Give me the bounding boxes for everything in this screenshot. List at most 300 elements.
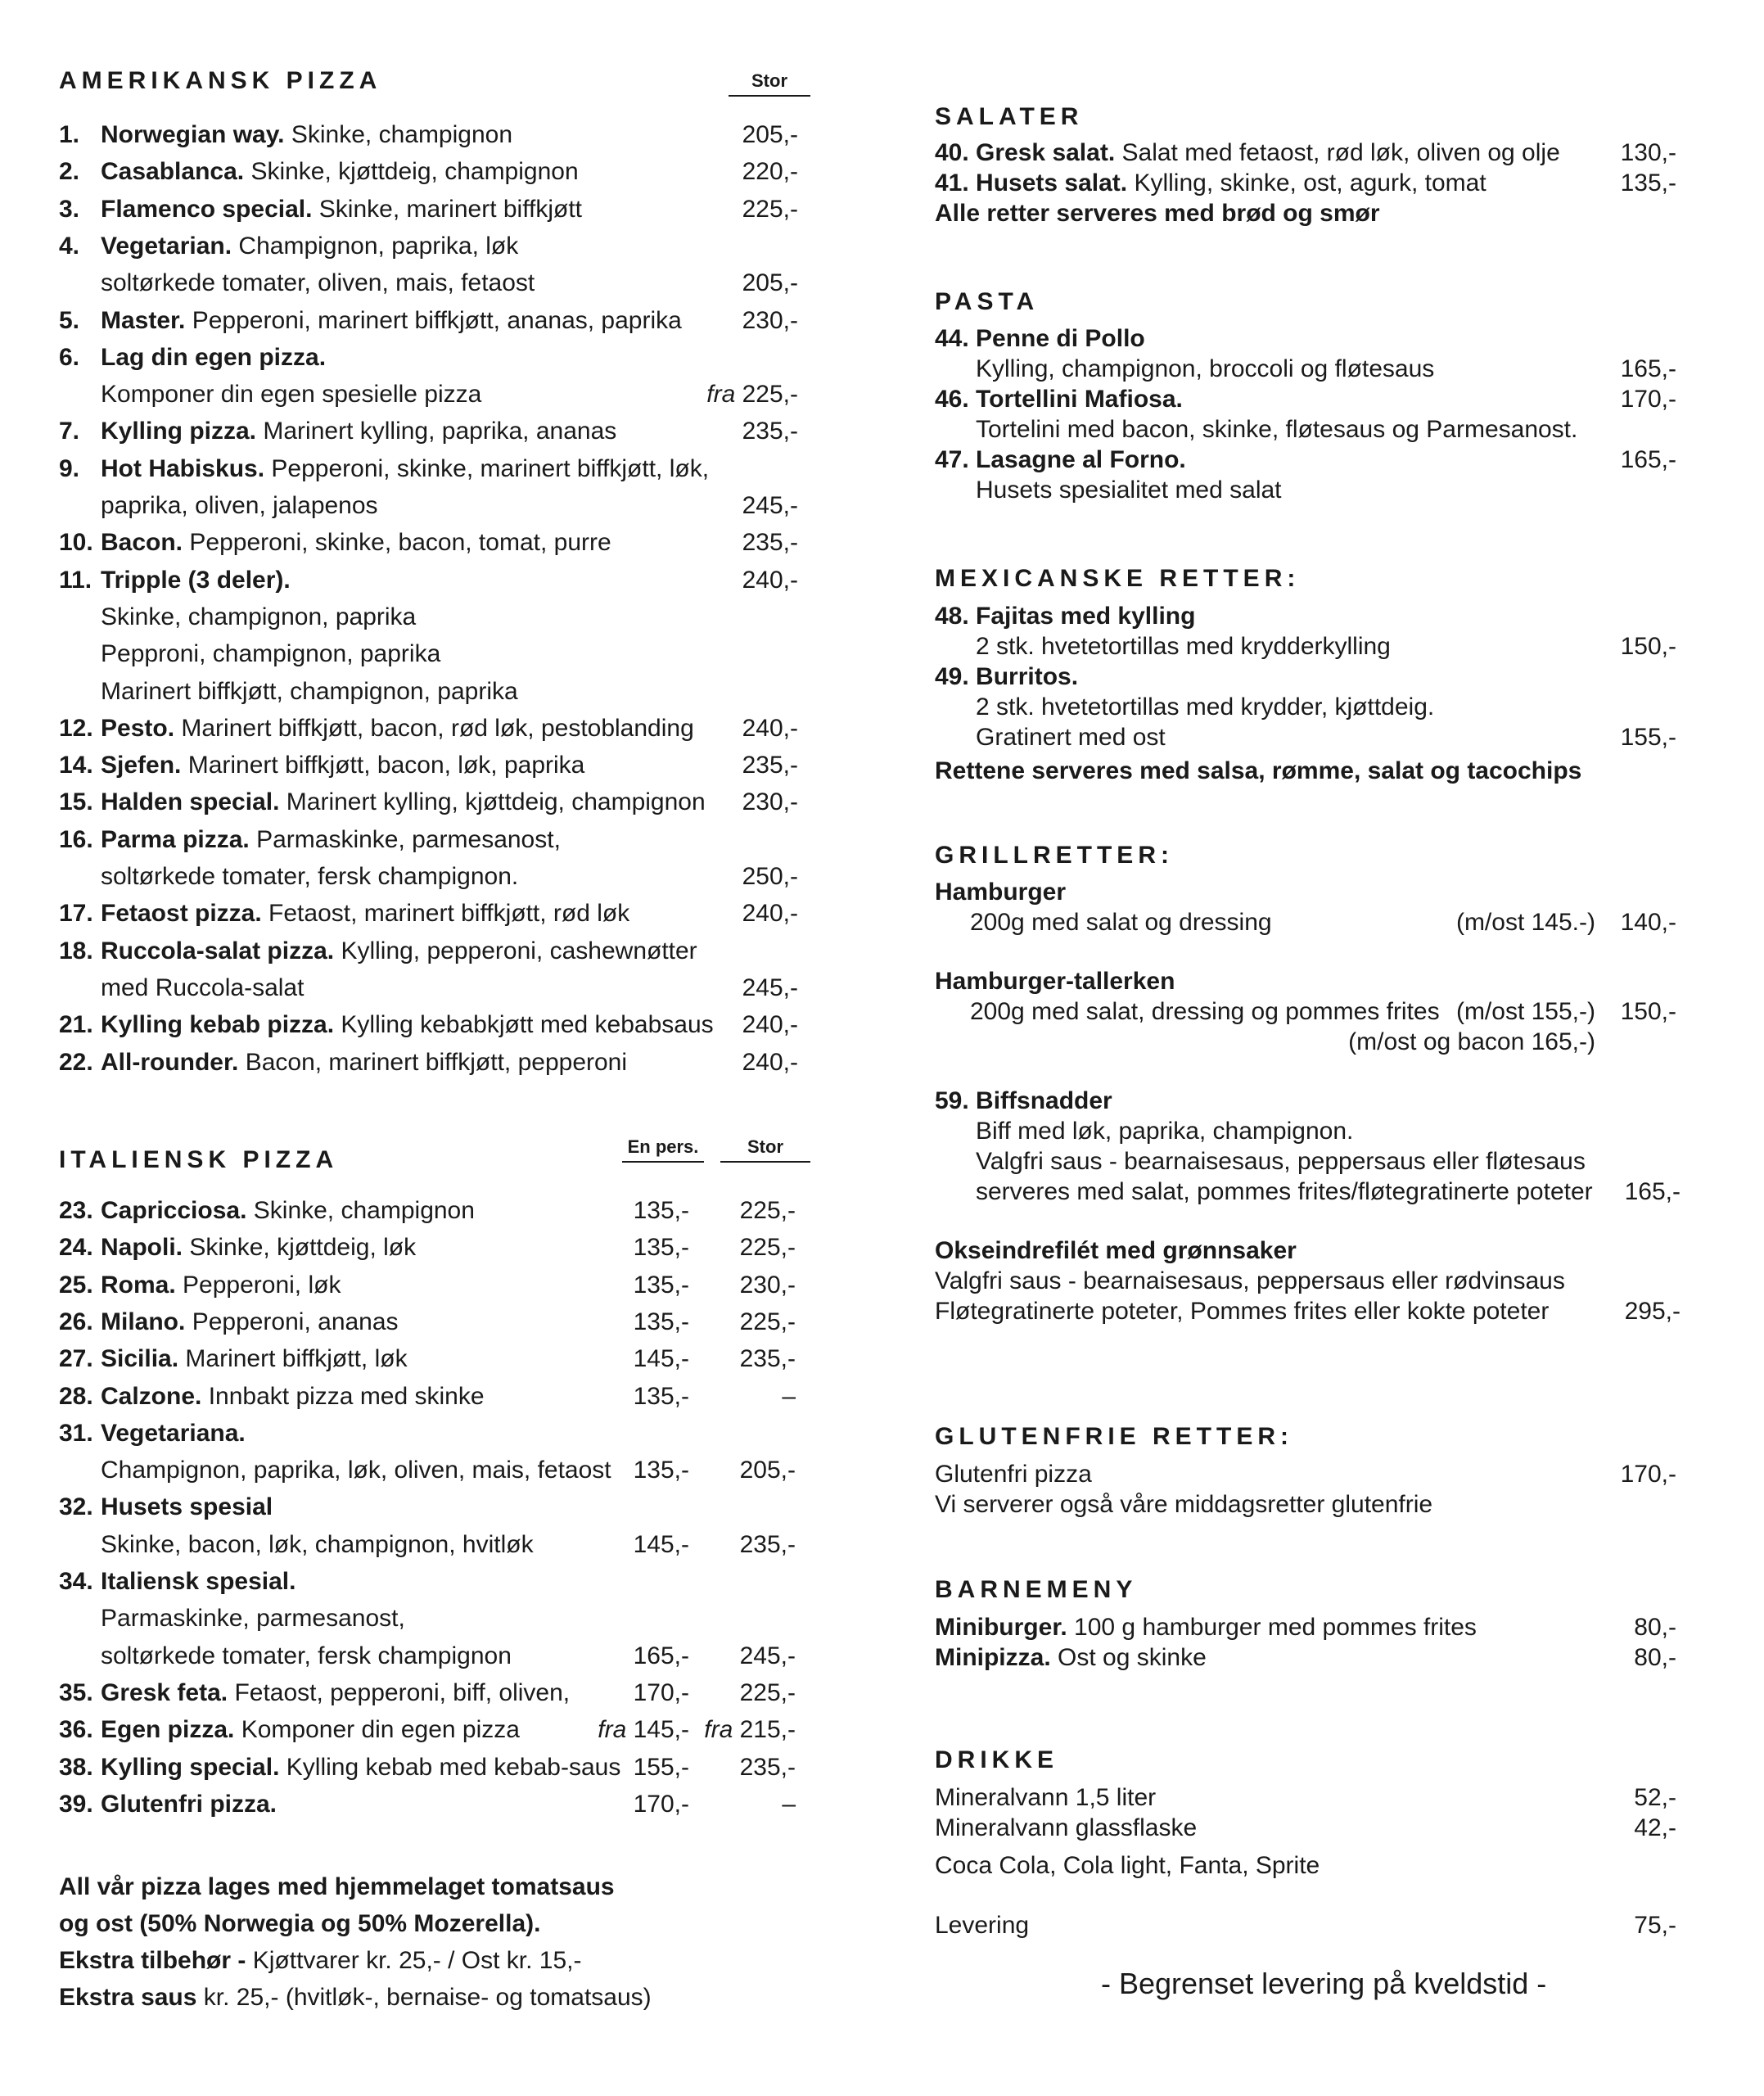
price-value: 240,- xyxy=(742,715,798,742)
american-pizza-desc: Marinert kylling, kjøttdeig, champignon xyxy=(286,788,706,815)
american-pizza-title: AMERIKANSK PIZZA xyxy=(59,67,382,94)
price-value: 240,- xyxy=(742,900,798,927)
italian-pizza-desc: Innbakt pizza med skinke xyxy=(208,1383,485,1410)
grill-biffsnadder-price: 165,- xyxy=(1624,1178,1681,1205)
american-pizza-text xyxy=(101,269,535,297)
american-pizza-desc: Skinke, champignon xyxy=(291,121,513,148)
american-pizza-price xyxy=(742,121,798,149)
american-pizza-desc: Skinke, marinert biffkjøtt xyxy=(318,196,583,223)
grill-biffsnadder-desc2: Valgfri saus - bearnaisesaus, peppersaus eller fløtesaus xyxy=(976,1148,1586,1175)
american-pizza-desc: paprika, oliven, jalapenos xyxy=(101,492,378,519)
drikke-item-1-price: 52,- xyxy=(1634,1784,1676,1811)
grill-okse-desc1: Valgfri saus - bearnaisesaus, peppersaus eller rødvinsaus xyxy=(935,1267,1565,1294)
american-pizza-price xyxy=(742,567,798,594)
italian-pizza-text xyxy=(101,1420,246,1448)
american-pizza-text xyxy=(101,121,512,149)
american-pizza-name: Sjefen. xyxy=(101,752,182,779)
barnemeny-title: BARNEMENY xyxy=(935,1576,1138,1603)
italian-price-en-pers xyxy=(634,1531,689,1559)
italian-price-en-pers xyxy=(634,1345,689,1373)
american-pizza-text xyxy=(101,233,518,260)
italian-pizza-text xyxy=(101,1197,475,1225)
italian-pizza-name: Milano. xyxy=(101,1308,186,1335)
american-pizza-name: Bacon. xyxy=(101,529,183,556)
american-pizza-text xyxy=(101,603,416,631)
price-value: 135,- xyxy=(633,1457,689,1484)
price-value: 225,- xyxy=(742,381,798,408)
italian-pizza-number: 28. xyxy=(59,1383,93,1410)
barn-item-1-desc: 100 g hamburger med pommes frites xyxy=(1074,1614,1477,1641)
italian-pizza-desc: Skinke, bacon, løk, champignon, hvitløk xyxy=(101,1531,534,1558)
american-pizza-number: 3. xyxy=(59,196,80,223)
american-pizza-desc: Marinert biffkjøtt, champignon, paprika xyxy=(101,678,518,705)
american-pizza-text xyxy=(101,492,378,520)
italian-price-en-pers xyxy=(634,1457,689,1484)
italian-pizza-number: 34. xyxy=(59,1568,93,1595)
italian-pizza-text xyxy=(101,1791,277,1818)
italian-price-stor xyxy=(704,1716,796,1744)
american-pizza-name: Pesto. xyxy=(101,715,175,742)
italian-pizza-name: Napoli. xyxy=(101,1234,183,1261)
american-pizza-price xyxy=(742,269,798,297)
pasta-title: PASTA xyxy=(935,288,1040,315)
price-value: 135,- xyxy=(633,1308,689,1335)
american-pizza-name: Kylling kebab pizza. xyxy=(101,1011,335,1038)
american-pizza-price xyxy=(742,1049,798,1077)
price-value: 225,- xyxy=(739,1679,796,1706)
italian-price-en-pers xyxy=(634,1679,689,1707)
price-value: 145,- xyxy=(633,1345,689,1372)
american-pizza-price xyxy=(742,752,798,779)
american-pizza-price xyxy=(742,788,798,816)
american-stor-header: Stor xyxy=(729,70,810,97)
italian-pizza-text xyxy=(101,1308,399,1336)
american-pizza-text xyxy=(101,863,518,891)
italian-pizza-number: 26. xyxy=(59,1308,93,1335)
italian-pizza-name: Vegetariana. xyxy=(101,1420,246,1447)
american-pizza-number: 4. xyxy=(59,233,80,260)
barn-item-2-desc: Ost og skinke xyxy=(1058,1644,1207,1671)
american-pizza-price xyxy=(742,418,798,445)
gluten-item-1-price: 170,- xyxy=(1620,1461,1676,1488)
price-value: 230,- xyxy=(742,788,798,815)
american-pizza-text xyxy=(101,900,629,928)
american-pizza-text xyxy=(101,715,694,743)
price-value: 205,- xyxy=(739,1457,796,1484)
price-value: 225,- xyxy=(739,1234,796,1261)
pasta-item-46-desc: Tortelini med bacon, skinke, fløtesaus og Parmesanost. xyxy=(976,416,1578,443)
price-value: 245,- xyxy=(739,1642,796,1669)
price-prefix: fra xyxy=(598,1716,627,1743)
american-pizza-text xyxy=(101,196,582,224)
american-pizza-name: Master. xyxy=(101,307,186,334)
note-extra-label: Ekstra tilbehør - xyxy=(59,1947,246,1974)
american-pizza-number: 10. xyxy=(59,529,93,556)
american-pizza-price xyxy=(742,492,798,520)
price-value: 230,- xyxy=(742,307,798,334)
price-value: 245,- xyxy=(742,974,798,1001)
italian-pizza-name: Italiensk spesial. xyxy=(101,1568,296,1595)
price-value: 250,- xyxy=(742,863,798,890)
italian-pizza-number: 35. xyxy=(59,1679,93,1706)
american-pizza-desc: Marinert biffkjøtt, bacon, løk, paprika xyxy=(187,752,585,779)
salat-item-41 xyxy=(935,169,1487,197)
italian-price-en-pers xyxy=(634,1272,689,1299)
drikke-item-1: Mineralvann 1,5 liter xyxy=(935,1784,1157,1811)
italian-pizza-number: 39. xyxy=(59,1791,93,1818)
italian-pizza-desc: Komponer din egen pizza xyxy=(241,1716,520,1743)
barn-item-2-name: Minipizza. xyxy=(935,1644,1051,1671)
american-pizza-desc: Kylling kebabkjøtt med kebabsaus xyxy=(341,1011,714,1038)
italian-pizza-name: Egen pizza. xyxy=(101,1716,235,1743)
price-value: 215,- xyxy=(739,1716,796,1743)
price-value: 235,- xyxy=(742,418,798,445)
italian-price-en-pers xyxy=(634,1234,689,1262)
price-value: 135,- xyxy=(633,1272,689,1299)
italian-pizza-desc: Kylling kebab med kebab-saus xyxy=(286,1754,621,1781)
drikke-item-2: Mineralvann glassflaske xyxy=(935,1814,1198,1841)
gluten-item-1: Glutenfri pizza xyxy=(935,1461,1092,1488)
american-pizza-text xyxy=(101,344,326,372)
salat-item-41-desc: Kylling, skinke, ost, agurk, tomat xyxy=(1134,169,1487,196)
note-line-1: All vår pizza lages med hjemmelaget tomatsaus xyxy=(59,1873,615,1900)
american-pizza-name: Halden special. xyxy=(101,788,280,815)
price-value: 170,- xyxy=(633,1791,689,1818)
american-pizza-text xyxy=(101,381,481,409)
grill-tallerken-price: 150,- xyxy=(1620,998,1676,1025)
grill-hamburger-name: Hamburger xyxy=(935,879,1067,906)
gluten-title: GLUTENFRIE RETTER: xyxy=(935,1423,1293,1450)
grill-hamburger-desc: 200g med salat og dressing xyxy=(970,909,1272,936)
american-pizza-price xyxy=(742,307,798,335)
price-value: 145,- xyxy=(633,1716,689,1743)
italian-pizza-name: Roma. xyxy=(101,1272,176,1299)
price-value: 145,- xyxy=(633,1531,689,1558)
american-pizza-number: 7. xyxy=(59,418,80,445)
american-pizza-desc: Pepperoni, skinke, marinert biffkjøtt, løk, xyxy=(271,455,710,482)
italian-pizza-text xyxy=(101,1605,405,1633)
price-prefix: fra xyxy=(706,381,736,408)
italian-price-stor xyxy=(740,1642,796,1670)
mex-item-49-name: 49. Burritos. xyxy=(935,663,1079,690)
italian-pizza-number: 38. xyxy=(59,1754,93,1781)
american-pizza-name: Hot Habiskus. xyxy=(101,455,265,482)
grill-okse-desc2: Fløtegratinerte poteter, Pommes frites eller kokte poteter xyxy=(935,1298,1550,1325)
italian-price-stor xyxy=(740,1754,796,1782)
italian-pizza-number: 32. xyxy=(59,1493,93,1520)
italian-pizza-text xyxy=(101,1272,341,1299)
italian-pizza-desc: Pepperoni, ananas xyxy=(192,1308,399,1335)
american-pizza-number: 11. xyxy=(59,567,92,594)
mex-item-49-desc1: 2 stk. hvetetortillas med krydder, kjøttdeig. xyxy=(976,693,1435,720)
italian-pizza-name: Capricciosa. xyxy=(101,1197,247,1224)
italian-pizza-desc: Skinke, champignon xyxy=(253,1197,475,1224)
price-value: 170,- xyxy=(633,1679,689,1706)
american-pizza-text xyxy=(101,752,584,779)
price-value: 225,- xyxy=(742,196,798,223)
italian-pizza-name: Sicilia. xyxy=(101,1345,179,1372)
salater-title: SALATER xyxy=(935,103,1084,130)
grill-tallerken-desc: 200g med salat, dressing og pommes frites xyxy=(970,998,1440,1025)
levering-price: 75,- xyxy=(1634,1912,1676,1939)
american-pizza-price xyxy=(742,529,798,557)
salat-item-40-price: 130,- xyxy=(1620,139,1676,166)
american-pizza-text xyxy=(101,640,440,668)
italian-pizza-text xyxy=(101,1679,570,1707)
american-pizza-text xyxy=(101,455,709,483)
italian-pizza-name: Husets spesial xyxy=(101,1493,273,1520)
american-pizza-number: 17. xyxy=(59,900,93,927)
note-line-2: og ost (50% Norwegia og 50% Mozerella). xyxy=(59,1910,541,1937)
italian-pizza-desc: Parmaskinke, parmesanost, xyxy=(101,1605,405,1632)
italian-price-en-pers xyxy=(634,1383,689,1411)
note-saus-text: kr. 25,- (hvitløk-, bernaise- og tomatsaus) xyxy=(203,1984,652,2011)
note-saus-label: Ekstra saus xyxy=(59,1984,197,2011)
pasta-item-44-name: 44. Penne di Pollo xyxy=(935,325,1145,352)
mex-item-48-price: 150,- xyxy=(1620,633,1676,660)
american-pizza-number: 22. xyxy=(59,1049,93,1076)
american-pizza-number: 21. xyxy=(59,1011,93,1038)
mex-item-49-desc2: Gratinert med ost xyxy=(976,724,1166,751)
american-pizza-number: 5. xyxy=(59,307,80,334)
grill-tallerken-ost-bacon: (m/ost og bacon 165,-) xyxy=(1348,1028,1595,1055)
italian-price-en-pers xyxy=(598,1716,689,1744)
barn-item-1-name: Miniburger. xyxy=(935,1614,1067,1641)
american-pizza-number: 14. xyxy=(59,752,93,779)
american-pizza-desc: Skinke, kjøttdeig, champignon xyxy=(250,158,579,185)
italian-pizza-text xyxy=(101,1457,611,1484)
italian-pizza-desc: Marinert biffkjøtt, løk xyxy=(185,1345,408,1372)
italian-pizza-desc: Pepperoni, løk xyxy=(183,1272,341,1299)
american-pizza-price xyxy=(742,974,798,1002)
italian-price-stor xyxy=(740,1197,796,1225)
grill-okse-price: 295,- xyxy=(1624,1298,1681,1325)
american-pizza-name: Norwegian way. xyxy=(101,121,285,148)
american-pizza-desc: med Ruccola-salat xyxy=(101,974,305,1001)
price-value: 165,- xyxy=(633,1642,689,1669)
italian-stor-header: Stor xyxy=(720,1136,810,1163)
italian-pizza-number: 36. xyxy=(59,1716,93,1743)
note-saus xyxy=(59,1984,652,2012)
american-pizza-desc: Pepproni, champignon, paprika xyxy=(101,640,441,667)
italian-pizza-text xyxy=(101,1568,296,1596)
pasta-item-47-desc: Husets spesialitet med salat xyxy=(976,477,1282,504)
price-value: 225,- xyxy=(739,1197,796,1224)
price-value: 135,- xyxy=(633,1383,689,1410)
pasta-item-44-desc: Kylling, champignon, broccoli og fløtesaus xyxy=(976,355,1435,382)
grill-biffsnadder-name: 59. Biffsnadder xyxy=(935,1087,1112,1114)
mex-item-49-price: 155,- xyxy=(1620,724,1676,751)
american-pizza-desc: Marinert biffkjøtt, bacon, rød løk, pestoblanding xyxy=(181,715,694,742)
pasta-item-46-name: 46. Tortellini Mafiosa. xyxy=(935,386,1183,413)
pasta-item-47-price: 165,- xyxy=(1620,446,1676,473)
american-pizza-text xyxy=(101,937,697,965)
american-pizza-desc: Fetaost, marinert biffkjøtt, rød løk xyxy=(268,900,630,927)
american-pizza-number: 6. xyxy=(59,344,80,371)
price-value: – xyxy=(782,1791,796,1818)
american-pizza-number: 9. xyxy=(59,455,80,482)
italian-price-stor xyxy=(782,1791,796,1818)
italian-pizza-name: Kylling special. xyxy=(101,1754,280,1781)
price-value: 220,- xyxy=(742,158,798,185)
american-pizza-text xyxy=(101,826,561,854)
italian-price-stor xyxy=(740,1679,796,1707)
italian-price-en-pers xyxy=(634,1754,689,1782)
grill-title: GRILLRETTER: xyxy=(935,842,1174,869)
american-pizza-price xyxy=(742,196,798,224)
price-value: 235,- xyxy=(742,529,798,556)
italian-price-en-pers xyxy=(634,1642,689,1670)
italian-price-stor xyxy=(740,1272,796,1299)
price-value: 135,- xyxy=(633,1197,689,1224)
italian-pizza-desc: soltørkede tomater, fersk champignon xyxy=(101,1642,512,1669)
salat-item-40 xyxy=(935,139,1560,167)
italian-pizza-number: 23. xyxy=(59,1197,93,1224)
grill-tallerken-ost: (m/ost 155,-) xyxy=(1455,998,1595,1025)
pasta-item-47-name: 47. Lasagne al Forno. xyxy=(935,446,1186,473)
american-pizza-desc: Champignon, paprika, løk xyxy=(238,233,519,260)
barn-item-2-price: 80,- xyxy=(1634,1644,1676,1671)
american-pizza-text xyxy=(101,418,616,445)
levering-label: Levering xyxy=(935,1912,1030,1939)
american-pizza-text xyxy=(101,1011,714,1039)
barn-item-2 xyxy=(935,1644,1207,1672)
mexican-title: MEXICANSKE RETTER: xyxy=(935,565,1301,592)
italian-pizza-number: 24. xyxy=(59,1234,93,1261)
footer-note: - Begrenset levering på kveldstid - xyxy=(1101,1967,1547,2000)
italian-price-stor xyxy=(740,1345,796,1373)
italian-pizza-text xyxy=(101,1716,520,1744)
salat-item-40-name: 40. Gresk salat. xyxy=(935,139,1116,166)
american-pizza-name: Flamenco special. xyxy=(101,196,313,223)
price-value: 155,- xyxy=(633,1754,689,1781)
italian-price-stor xyxy=(782,1383,796,1411)
italian-pizza-desc: Skinke, kjøttdeig, løk xyxy=(189,1234,417,1261)
american-pizza-desc: soltørkede tomater, oliven, mais, fetaost xyxy=(101,269,535,296)
pasta-item-46-price: 170,- xyxy=(1620,386,1676,413)
american-pizza-desc: Pepperoni, skinke, bacon, tomat, purre xyxy=(189,529,611,556)
american-pizza-text xyxy=(101,567,291,594)
american-pizza-name: Vegetarian. xyxy=(101,233,232,260)
american-pizza-text xyxy=(101,307,682,335)
american-pizza-desc: Marinert kylling, paprika, ananas xyxy=(263,418,617,445)
drikke-title: DRIKKE xyxy=(935,1746,1059,1773)
price-value: 235,- xyxy=(739,1345,796,1372)
italian-pizza-number: 27. xyxy=(59,1345,93,1372)
italian-pizza-name: Calzone. xyxy=(101,1383,202,1410)
price-value: 230,- xyxy=(739,1272,796,1299)
american-pizza-price xyxy=(742,863,798,891)
price-value: 235,- xyxy=(742,752,798,779)
grill-tallerken-name: Hamburger-tallerken xyxy=(935,968,1175,995)
italian-price-en-pers xyxy=(634,1308,689,1336)
italian-pizza-name: Gresk feta. xyxy=(101,1679,228,1706)
american-pizza-number: 12. xyxy=(59,715,93,742)
grill-okse-name: Okseindrefilét med grønnsaker xyxy=(935,1237,1297,1264)
mexican-note: Rettene serveres med salsa, rømme, salat og tacochips xyxy=(935,757,1582,784)
american-pizza-name: Fetaost pizza. xyxy=(101,900,262,927)
salater-note: Alle retter serveres med brød og smør xyxy=(935,200,1380,227)
mex-item-48-name: 48. Fajitas med kylling xyxy=(935,603,1196,630)
price-value: 240,- xyxy=(742,1011,798,1038)
note-extra-text: Kjøttvarer kr. 25,- / Ost kr. 15,- xyxy=(252,1947,582,1974)
price-value: 225,- xyxy=(739,1308,796,1335)
american-pizza-desc: Skinke, champignon, paprika xyxy=(101,603,417,630)
american-pizza-price xyxy=(742,1011,798,1039)
american-pizza-desc: Parmaskinke, parmesanost, xyxy=(256,826,561,853)
price-value: 235,- xyxy=(739,1531,796,1558)
italian-price-en-pers xyxy=(634,1791,689,1818)
american-pizza-name: Lag din egen pizza. xyxy=(101,344,327,371)
american-pizza-name: Kylling pizza. xyxy=(101,418,257,445)
italian-pizza-text xyxy=(101,1493,273,1521)
italian-pizza-title: ITALIENSK PIZZA xyxy=(59,1146,339,1173)
salat-item-41-name: 41. Husets salat. xyxy=(935,169,1128,196)
price-prefix: fra xyxy=(704,1716,733,1743)
american-pizza-text xyxy=(101,974,304,1002)
italian-price-stor xyxy=(740,1308,796,1336)
american-pizza-text xyxy=(101,529,611,557)
american-pizza-number: 16. xyxy=(59,826,93,853)
italian-price-stor xyxy=(740,1457,796,1484)
grill-hamburger-ost: (m/ost 145.-) xyxy=(1455,909,1595,936)
american-pizza-name: Ruccola-salat pizza. xyxy=(101,937,335,964)
price-value: 245,- xyxy=(742,492,798,519)
american-pizza-price xyxy=(706,381,798,409)
italian-pizza-number: 25. xyxy=(59,1272,93,1299)
price-value: 205,- xyxy=(742,121,798,148)
italian-pizza-name: Glutenfri pizza. xyxy=(101,1791,277,1818)
american-pizza-number: 15. xyxy=(59,788,93,815)
barn-item-1-price: 80,- xyxy=(1634,1614,1676,1641)
american-pizza-desc: Pepperoni, marinert biffkjøtt, ananas, paprika xyxy=(192,307,682,334)
italian-pizza-number: 31. xyxy=(59,1420,93,1447)
italian-pizza-text xyxy=(101,1234,416,1262)
price-value: – xyxy=(782,1383,796,1410)
american-pizza-name: Casablanca. xyxy=(101,158,245,185)
mex-item-48-desc: 2 stk. hvetetortillas med krydderkylling xyxy=(976,633,1391,660)
american-pizza-number: 2. xyxy=(59,158,80,185)
note-extra xyxy=(59,1947,582,1975)
american-pizza-number: 1. xyxy=(59,121,80,148)
salat-item-40-desc: Salat med fetaost, rød løk, oliven og olje xyxy=(1121,139,1560,166)
italian-pizza-text xyxy=(101,1642,512,1670)
american-pizza-desc: Komponer din egen spesielle pizza xyxy=(101,381,482,408)
italian-pizza-text xyxy=(101,1345,408,1373)
drikke-item-3: Coca Cola, Cola light, Fanta, Sprite xyxy=(935,1852,1320,1879)
pasta-item-44-price: 165,- xyxy=(1620,355,1676,382)
american-pizza-name: Tripple (3 deler). xyxy=(101,567,291,594)
american-pizza-price xyxy=(742,158,798,186)
italian-price-stor xyxy=(740,1234,796,1262)
grill-biffsnadder-desc1: Biff med løk, paprika, champignon. xyxy=(976,1118,1354,1145)
price-value: 240,- xyxy=(742,567,798,594)
american-pizza-number: 18. xyxy=(59,937,93,964)
italian-pizza-desc: Champignon, paprika, løk, oliven, mais, fetaost xyxy=(101,1457,611,1484)
american-pizza-price xyxy=(742,715,798,743)
price-value: 135,- xyxy=(633,1234,689,1261)
gluten-note: Vi serverer også våre middagsretter glutenfrie xyxy=(935,1491,1433,1518)
grill-hamburger-price: 140,- xyxy=(1620,909,1676,936)
american-pizza-desc: Bacon, marinert biffkjøtt, pepperoni xyxy=(245,1049,628,1076)
american-pizza-name: All-rounder. xyxy=(101,1049,239,1076)
italian-pizza-desc: Fetaost, pepperoni, biff, oliven, xyxy=(234,1679,571,1706)
american-pizza-text xyxy=(101,158,579,186)
salat-item-41-price: 135,- xyxy=(1620,169,1676,196)
price-value: 235,- xyxy=(739,1754,796,1781)
american-pizza-desc: Kylling, pepperoni, cashewnøtter xyxy=(341,937,697,964)
american-pizza-text xyxy=(101,678,518,706)
